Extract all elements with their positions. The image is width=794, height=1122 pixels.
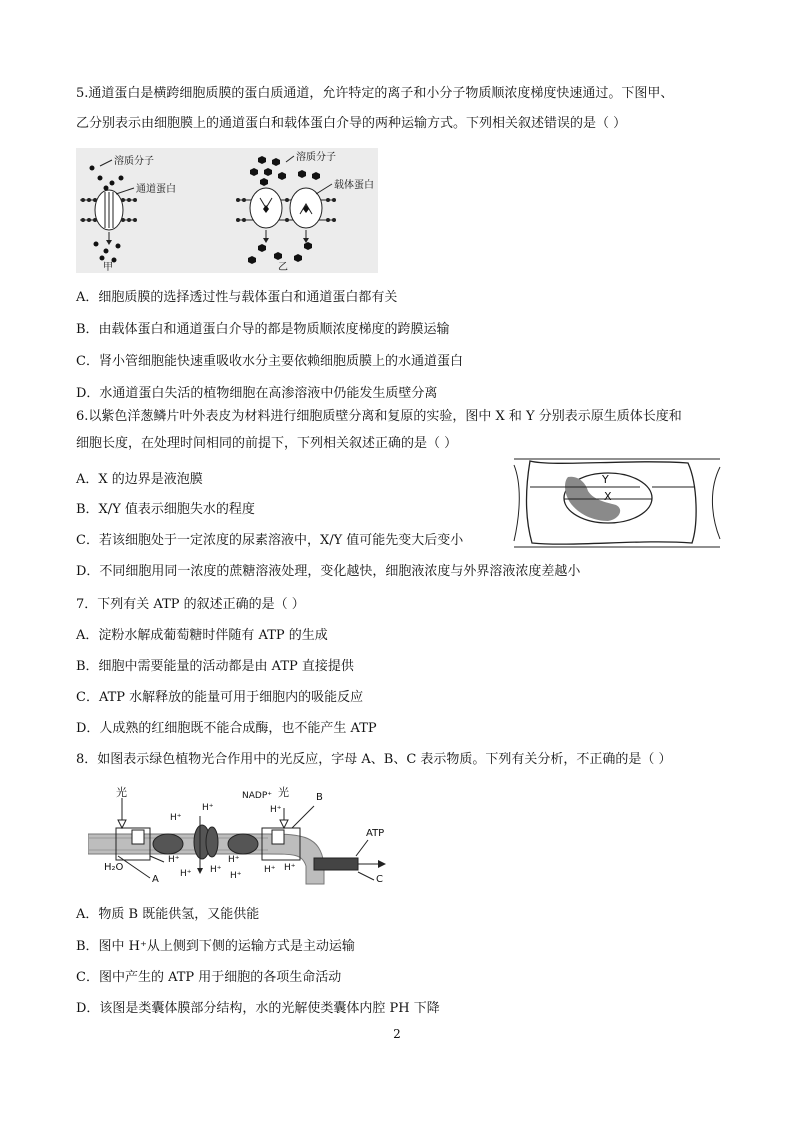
label-c: C	[376, 874, 383, 885]
hplus-bottom-6: H⁺	[264, 865, 276, 875]
nadp-label: NADP⁺	[242, 791, 272, 801]
hplus-top-2: H⁺	[202, 803, 214, 813]
hplus-bottom-1: H⁺	[168, 855, 180, 865]
q8-option-a: A．物质 B 既能供氢，又能供能	[76, 907, 260, 922]
h2o-label: H₂O	[104, 862, 124, 873]
protein-complex-1	[153, 834, 183, 854]
hplus-top-1: H⁺	[170, 813, 182, 823]
q6-option-c: C．若该细胞处于一定浓度的尿素溶液中，X/Y 值可能先变大后变小	[76, 533, 464, 548]
page-number: 2	[393, 1027, 401, 1041]
label-y: Y	[602, 473, 609, 486]
q6-option-a: A．X 的边界是液泡膜	[76, 472, 203, 487]
label-solute-b: 溶质分子	[296, 152, 336, 163]
light-label-1: 光	[116, 786, 127, 799]
hplus-bottom-3: H⁺	[210, 865, 222, 875]
q5-option-d: D．水通道蛋白失活的植物细胞在高渗溶液中仍能发生质壁分离	[76, 386, 438, 401]
hplus-top-3: H⁺	[270, 805, 282, 815]
caption-jia: 甲	[103, 262, 113, 273]
hplus-bottom-4: H⁺	[228, 855, 240, 865]
q6-stem-line2: 细胞长度，在处理时间相同的前提下，下列相关叙述正确的是（ ）	[76, 436, 458, 451]
q8-option-c: C．图中产生的 ATP 用于细胞的各项生命活动	[76, 970, 342, 985]
q5-option-a: A．细胞质膜的选择透过性与载体蛋白和通道蛋白都有关	[76, 290, 398, 305]
q7-option-b: B．细胞中需要能量的活动都是由 ATP 直接提供	[76, 659, 354, 674]
label-carrier: 载体蛋白	[334, 180, 374, 191]
q8-option-d: D．该图是类囊体膜部分结构，水的光解使类囊体内腔 PH 下降	[76, 1001, 440, 1016]
light-label-2: 光	[278, 786, 289, 799]
q6-option-d: D．不同细胞用同一浓度的蔗糖溶液处理，变化越快，细胞液浓度与外界溶液浓度差越小	[76, 564, 581, 579]
hplus-bottom-7: H⁺	[284, 863, 296, 873]
q5-figure	[76, 148, 378, 273]
caption-yi: 乙	[278, 262, 288, 273]
label-solute-a: 溶质分子	[114, 156, 154, 167]
q7-stem: 7．下列有关 ATP 的叙述正确的是（ ）	[76, 597, 305, 612]
q6-option-b: B．X/Y 值表示细胞失水的程度	[76, 502, 255, 517]
q5-option-b: B．由载体蛋白和通道蛋白介导的都是物质顺浓度梯度的跨膜运输	[76, 322, 450, 337]
protein-complex-2	[228, 834, 258, 854]
q5-stem-line1: 5.通道蛋白是横跨细胞质膜的蛋白质通道，允许特定的离子和小分子物质顺浓度梯度快速通过。下图甲、	[76, 86, 674, 101]
label-x: X	[604, 490, 612, 503]
q5-stem-line2: 乙分别表示由细胞膜上的通道蛋白和载体蛋白介导的两种运输方式。下列相关叙述错误的是（ ）	[76, 116, 627, 131]
atp-label: ATP	[366, 828, 385, 839]
label-a: A	[152, 874, 159, 885]
hplus-bottom-2: H⁺	[180, 869, 192, 879]
q7-option-d: D．人成熟的红细胞既不能合成酶，也不能产生 ATP	[76, 721, 377, 736]
q8-stem: 8．如图表示绿色植物光合作用中的光反应，字母 A、B、C 表示物质。下列有关分析，不正确的是（ ）	[76, 752, 672, 767]
q6-stem-line1: 6.以紫色洋葱鳞片叶外表皮为材料进行细胞质壁分离和复原的实验，图中 X 和 Y 分别表示原生质体长度和	[76, 409, 682, 424]
q7-option-a: A．淀粉水解成葡萄糖时伴随有 ATP 的生成	[76, 628, 328, 643]
hplus-bottom-5: H⁺	[230, 871, 242, 881]
label-channel: 通道蛋白	[136, 184, 176, 195]
atp-synthase	[314, 858, 358, 870]
q8-option-b: B．图中 H⁺从上侧到下侧的运输方式是主动运输	[76, 939, 355, 954]
label-b: B	[316, 792, 323, 803]
q5-option-c: C．肾小管细胞能快速重吸收水分主要依赖细胞质膜上的水通道蛋白	[76, 354, 463, 369]
q7-option-c: C．ATP 水解释放的能量可用于细胞内的吸能反应	[76, 690, 364, 705]
q8-light-reaction-figure	[88, 786, 398, 886]
